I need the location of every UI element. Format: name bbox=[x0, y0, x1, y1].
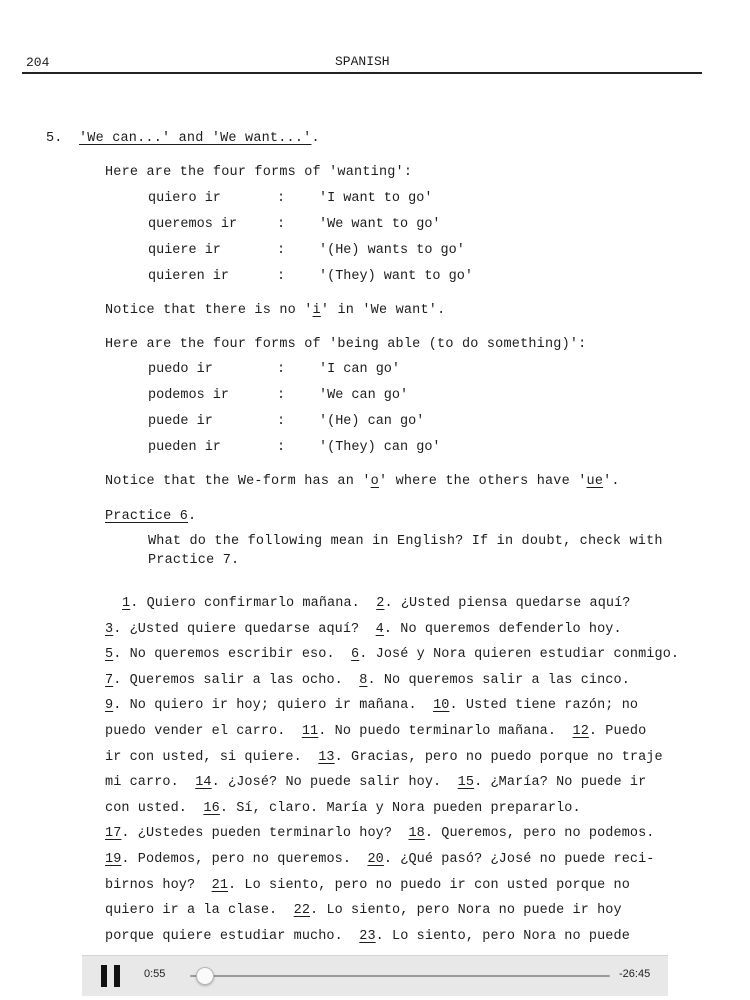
separator-colon: : bbox=[277, 269, 286, 284]
progress-track[interactable] bbox=[190, 975, 610, 977]
exercise-number-dot: . bbox=[211, 775, 220, 791]
exercise-number: 1 bbox=[122, 596, 131, 611]
exercise-text: Sí, claro. María y Nora pueden prepararlo. bbox=[228, 800, 581, 816]
section-title-suffix: . bbox=[311, 131, 320, 146]
exercise-number: 8 bbox=[359, 672, 368, 688]
exercise-line bbox=[105, 750, 663, 765]
exercise-number-dot: . bbox=[310, 903, 319, 919]
exercise-text: Podemos, pero no queremos. bbox=[129, 852, 368, 867]
able-intro: Here are the four forms of 'being able (to do something)': bbox=[105, 337, 587, 352]
exercise-line bbox=[105, 878, 630, 893]
exercise-text: José y Nora quieren estudiar conmigo. bbox=[367, 647, 680, 663]
exercise-text: Queremos, pero no podemos. bbox=[433, 826, 655, 842]
exercise-number-dot: . bbox=[367, 672, 376, 688]
exercise-text: Lo siento, pero Nora no puede bbox=[383, 928, 630, 944]
able-form-spanish: puedo ir bbox=[148, 362, 213, 377]
exercise-text: Queremos salir a las ocho. bbox=[121, 672, 360, 688]
wanting-intro: Here are the four forms of 'wanting': bbox=[105, 165, 413, 180]
exercise-number-dot: . bbox=[588, 724, 598, 739]
notice-o-after: '. bbox=[603, 474, 620, 489]
pause-icon bbox=[101, 965, 107, 987]
separator-colon: : bbox=[277, 440, 286, 455]
exercise-line bbox=[105, 622, 622, 637]
exercise-number: 20 bbox=[367, 852, 384, 867]
exercise-text: con usted. bbox=[105, 800, 204, 816]
pause-icon bbox=[114, 965, 120, 987]
exercise-number-dot: . bbox=[424, 826, 434, 842]
exercise-line bbox=[105, 852, 655, 867]
page-number: 204 bbox=[26, 55, 50, 70]
exercise-number-dot: . bbox=[121, 826, 130, 842]
notice-o-letter: o bbox=[370, 474, 379, 489]
wanting-form-english: '(They) want to go' bbox=[319, 269, 473, 284]
remaining-time: -26:45 bbox=[619, 968, 651, 980]
wanting-form-spanish: queremos ir bbox=[148, 217, 238, 232]
practice-title-suffix: . bbox=[188, 509, 197, 524]
exercise-line bbox=[105, 929, 630, 944]
elapsed-time: 0:55 bbox=[144, 968, 166, 980]
audio-player bbox=[82, 955, 668, 996]
able-form-english: '(They) can go' bbox=[319, 440, 441, 455]
section-title-text: 'We can...' and 'We want...' bbox=[79, 131, 312, 146]
exercise-text: Puedo bbox=[597, 724, 647, 739]
progress-scrubber[interactable] bbox=[196, 967, 214, 985]
exercise-text: Lo siento, pero Nora no puede ir hoy bbox=[318, 903, 622, 919]
exercise-number: 14 bbox=[195, 775, 212, 791]
exercise-number: 5 bbox=[105, 647, 114, 663]
exercise-number-dot: . bbox=[130, 596, 139, 611]
separator-colon: : bbox=[277, 191, 286, 206]
exercise-line bbox=[105, 775, 646, 790]
exercise-text: Usted tiene razón; no bbox=[457, 698, 639, 714]
exercise-number: 4 bbox=[375, 621, 384, 637]
separator-colon: : bbox=[277, 414, 286, 429]
exercise-number: 17 bbox=[105, 826, 122, 842]
exercise-number-dot: . bbox=[383, 621, 393, 637]
exercise-number: 23 bbox=[359, 928, 376, 944]
exercise-number: 22 bbox=[293, 903, 311, 919]
section-number: 5. bbox=[46, 131, 63, 146]
exercise-number-dot: . bbox=[334, 749, 343, 765]
exercise-number-dot: . bbox=[113, 672, 122, 688]
practice-title-text: Practice 6 bbox=[105, 509, 189, 524]
wanting-form-spanish: quiero ir bbox=[148, 191, 221, 206]
exercise-number-dot: . bbox=[383, 852, 393, 867]
exercise-text: ¿Qué pasó? ¿José no puede reci- bbox=[392, 852, 655, 867]
notice-i-line bbox=[105, 303, 445, 318]
notice-ue-letters: ue bbox=[586, 474, 604, 489]
exercise-line bbox=[105, 647, 679, 662]
exercise-number-dot: . bbox=[359, 647, 368, 663]
exercise-text: Quiero confirmarlo mañana. bbox=[138, 596, 377, 611]
exercise-number: 7 bbox=[105, 672, 114, 688]
exercise-text: puedo vender el carro. bbox=[105, 724, 302, 739]
section-title bbox=[79, 131, 320, 146]
practice-instructions-2: Practice 7. bbox=[148, 553, 240, 568]
able-form-english: 'I can go' bbox=[319, 362, 401, 377]
able-form-english: 'We can go' bbox=[319, 388, 409, 403]
exercise-text: ¿Usted quiere quedarse aquí? bbox=[121, 621, 376, 637]
exercise-line bbox=[105, 673, 630, 688]
wanting-form-english: 'I want to go' bbox=[319, 191, 433, 206]
exercise-number-dot: . bbox=[474, 775, 483, 791]
separator-colon: : bbox=[277, 388, 286, 403]
exercise-number-dot: . bbox=[375, 928, 384, 944]
running-head: SPANISH bbox=[335, 54, 390, 69]
exercise-text: Lo siento, pero no puedo ir con usted porque no bbox=[236, 877, 630, 893]
exercise-number: 15 bbox=[457, 775, 475, 791]
separator-colon: : bbox=[277, 362, 286, 377]
exercise-text: ¿José? No puede salir hoy. bbox=[219, 775, 458, 791]
notice-o-middle: ' where the others have ' bbox=[378, 474, 587, 489]
exercise-text: ¿Ustedes pueden terminarlo hoy? bbox=[129, 826, 409, 842]
notice-o-before: Notice that the We-form has an ' bbox=[105, 474, 371, 489]
exercise-text: Gracias, pero no puedo porque no traje bbox=[342, 749, 663, 765]
able-form-spanish: podemos ir bbox=[148, 388, 230, 403]
exercise-number: 16 bbox=[203, 800, 220, 816]
exercise-number-dot: . bbox=[318, 724, 327, 739]
exercise-text: porque quiere estudiar mucho. bbox=[105, 928, 360, 944]
pause-button[interactable] bbox=[101, 965, 121, 987]
exercise-text: ir con usted, si quiere. bbox=[105, 749, 319, 765]
exercise-text: quiero ir a la clase. bbox=[105, 903, 294, 919]
exercise-text: No queremos defenderlo hoy. bbox=[392, 621, 622, 637]
exercise-number-dot: . bbox=[228, 877, 237, 893]
exercise-number: 10 bbox=[433, 698, 450, 714]
exercise-line bbox=[105, 826, 655, 841]
able-form-spanish: puede ir bbox=[148, 414, 213, 429]
practice-instructions-1: What do the following mean in English? If in doubt, check with bbox=[148, 534, 663, 549]
wanting-form-spanish: quiere ir bbox=[148, 243, 221, 258]
exercise-number-dot: . bbox=[219, 800, 229, 816]
exercise-text: No queremos escribir eso. bbox=[121, 647, 352, 663]
wanting-form-english: 'We want to go' bbox=[319, 217, 441, 232]
notice-o-line bbox=[105, 474, 620, 489]
wanting-form-spanish: quieren ir bbox=[148, 269, 230, 284]
separator-colon: : bbox=[277, 243, 286, 258]
exercise-number-dot: . bbox=[113, 621, 122, 637]
exercise-line bbox=[105, 801, 581, 816]
exercise-number: 3 bbox=[105, 621, 114, 637]
able-form-spanish: pueden ir bbox=[148, 440, 221, 455]
exercise-line bbox=[105, 903, 622, 918]
exercise-line bbox=[105, 724, 646, 739]
exercise-text: mi carro. bbox=[105, 775, 196, 791]
able-form-english: '(He) can go' bbox=[319, 414, 425, 429]
exercise-number: 2 bbox=[376, 596, 385, 611]
exercise-number-dot: . bbox=[121, 852, 130, 867]
exercise-line bbox=[122, 596, 631, 611]
header-rule bbox=[22, 72, 702, 74]
exercise-number: 18 bbox=[408, 826, 425, 842]
exercise-text: birnos hoy? bbox=[105, 877, 212, 893]
exercise-line bbox=[105, 698, 638, 713]
exercise-text: No quiero ir hoy; quiero ir mañana. bbox=[121, 698, 434, 714]
exercise-number-dot: . bbox=[113, 647, 122, 663]
wanting-form-english: '(He) wants to go' bbox=[319, 243, 465, 258]
separator-colon: : bbox=[277, 217, 286, 232]
notice-i-after: ' in 'We want'. bbox=[320, 303, 446, 318]
exercise-number-dot: . bbox=[113, 698, 122, 714]
exercise-number: 6 bbox=[351, 647, 360, 663]
exercise-number-dot: . bbox=[384, 596, 393, 611]
notice-i-before: Notice that there is no ' bbox=[105, 303, 313, 318]
exercise-number: 9 bbox=[105, 698, 114, 714]
exercise-number: 19 bbox=[105, 852, 122, 867]
exercise-number-dot: . bbox=[449, 698, 458, 714]
exercise-text: No queremos salir a las cinco. bbox=[375, 672, 630, 688]
exercise-text: No puedo terminarlo mañana. bbox=[326, 724, 573, 739]
practice-title bbox=[105, 509, 196, 524]
notice-i-letter: i bbox=[312, 303, 321, 318]
exercise-text: ¿María? No puede ir bbox=[482, 775, 647, 791]
exercise-text: ¿Usted piensa quedarse aquí? bbox=[392, 596, 631, 611]
exercise-number: 21 bbox=[211, 877, 229, 893]
exercise-number: 11 bbox=[301, 724, 319, 739]
exercise-number: 12 bbox=[572, 724, 589, 739]
exercise-number: 13 bbox=[318, 749, 335, 765]
